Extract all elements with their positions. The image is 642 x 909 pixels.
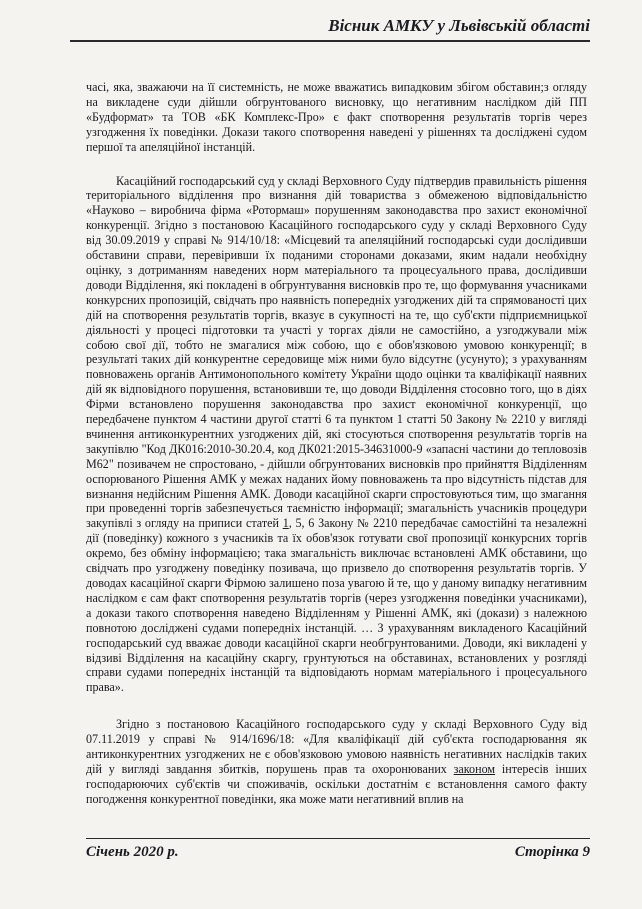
running-footer <box>86 838 590 861</box>
paragraph-1: часі, яка, зважаючи на її системність, не може вважатись випадковим збігом обставин;з огляду на викладене суди дійшли обгрунтованого висновку, що негативним наслідком дій ПП «Будформат» та ТОВ «БК Комплекс-Про» є факт спотворення результатів торгів через узгодження їх поведінки. Докази такого спотворення наведені у рішеннях та досліджені судом першої та апеляційної інстанцій. <box>86 80 587 154</box>
footer-date: Січень 2020 р. <box>86 844 179 860</box>
footer-page-number: Сторінка 9 <box>514 844 590 860</box>
article-reference-link[interactable]: 1 <box>282 516 289 531</box>
running-header <box>70 16 590 42</box>
document-body <box>86 80 587 807</box>
header-title: Вісник АМКУ у Львівській області <box>328 16 590 35</box>
paragraph-2 <box>86 174 587 696</box>
paragraph-2-text: Касаційний господарський суд у складі Верховного Суду підтвердив правильність рішення територіального відділення про визнання дій товариства з обмеженою відповідальністю «Науково – виробнича фірма «Ротормаш» порушенням законодавства про захист економічної конкуренції. Згідно з постановою Касаційного господарського суду у складі Верховного Суду від 30.09.2019 у справі № 914/10/18: «Місцевий та апеляційний господарські суди дослідивши обставини справи, перевіривши їх поданими сторонами доказами, яким надали необхідну оцінку, з дотриманням наведених норм матеріального та процесуального права, дослідивши доводи Відділення, які покладені в обгрунтування висновків про те, що формування учасниками конкурсних пропозицій, свідчать про наявність попередніх узгоджених дій та спрямованості цих дій на спотворення результатів торгів, вказує в сукупності на те, що суб'єкти підприємницької діяльності у процесі підготовки та участі у торгах діяли не самостійно, а узгоджували між собою свої дії, тобто не змагалися між собою, що є обов'язковою умовою конкуренції; в результаті таких дій конкурентне середовище між ними було відсутнє (усунуто); з урахуванням повноважень органів Антимонопольного комітету України щодо оцінки та кваліфікації наявних дій як відповідного порушення, встановивши те, що доводи Відділення стосовно того, що в діях Фірми встановлено порушення законодавства про захист економічної конкуренції, що передбачене пунктом 4 частини другої статті 6 та пунктом 1 статті 50 Закону № 2210 у вигляді вчинення антиконкурентних узгоджених дій, які стосуються спотворення результатів торгів на закупівлю "Код ДК016:2010-30.20.4, код ДК021:2015-34631000-9 «запасні частини до тепловозів М62" позивачем не спростовано, - дійшли обгрунтованих висновків про прийняття Відділенням оспорюваного Рішення АМК у межах наданих йому повноважень та про відсутність підстав для визнання недійсним Рішення АМК. Доводи касаційної скарги спростовуються тим, що змагання при проведенні торгів забезпечується таємністю інформації; змагальність учасників процедури закупівлі з огляду на приписи статей <box>86 173 587 531</box>
paragraph-3-text-b: інтересів інших господарюючих суб'єктів чи споживачів, оскільки достатнім є встановлення самого факту погодження конкурентної поведінки, яка може мати негативний вплив на <box>86 761 587 806</box>
law-reference-link[interactable]: законом <box>453 761 496 776</box>
paragraph-2-rest: , 5, 6 Закону № 2210 передбачає самостійні та незалежні дії (поведінку) кожного з учасників та їх обов'язок готувати свої пропозиції конкурсних торгів окремо, без обміну інформацією; така змагальність виключає встановлені АМК обставини, що свідчать про узгоджену поведінку позивача, що призвело до спотворення результатів торгів. У доводах касаційної скарги Фірмою залишено поза увагою й те, що у даному випадку негативним наслідком є сам факт спотворення результатів торгів (через узгодження поведінки учасниками), а докази такого спотворення наведено Відділенням у Рішенні АМК, які (докази) з належною повнотою досліджені судами попередніх інстанцій. … З урахуванням викладеного Касаційний господарський суд вважає доводи касаційної скарги необгрунтованими. Доводи, які викладені у відзиві Відділення на касаційну скаргу, грунтуються на обставинах, встановлених у розгляді справи судами попередніх інстанцій та відповідають нормам матеріального і процесуального права». <box>86 516 587 695</box>
paragraph-3-text-a: Згідно з постановою Касаційного господарського суду у складі Верховного Суду від 07.11.2019 у справі № 914/1696/18: «Для кваліфікації дій суб'єкта господарювання як антиконкурентних узгоджених не є обов'язковою умовою наявність негативних наслідків таких дій у вигляді завдання збитків, порушень прав та охоронюваних <box>86 717 587 776</box>
paragraph-3 <box>86 717 587 806</box>
